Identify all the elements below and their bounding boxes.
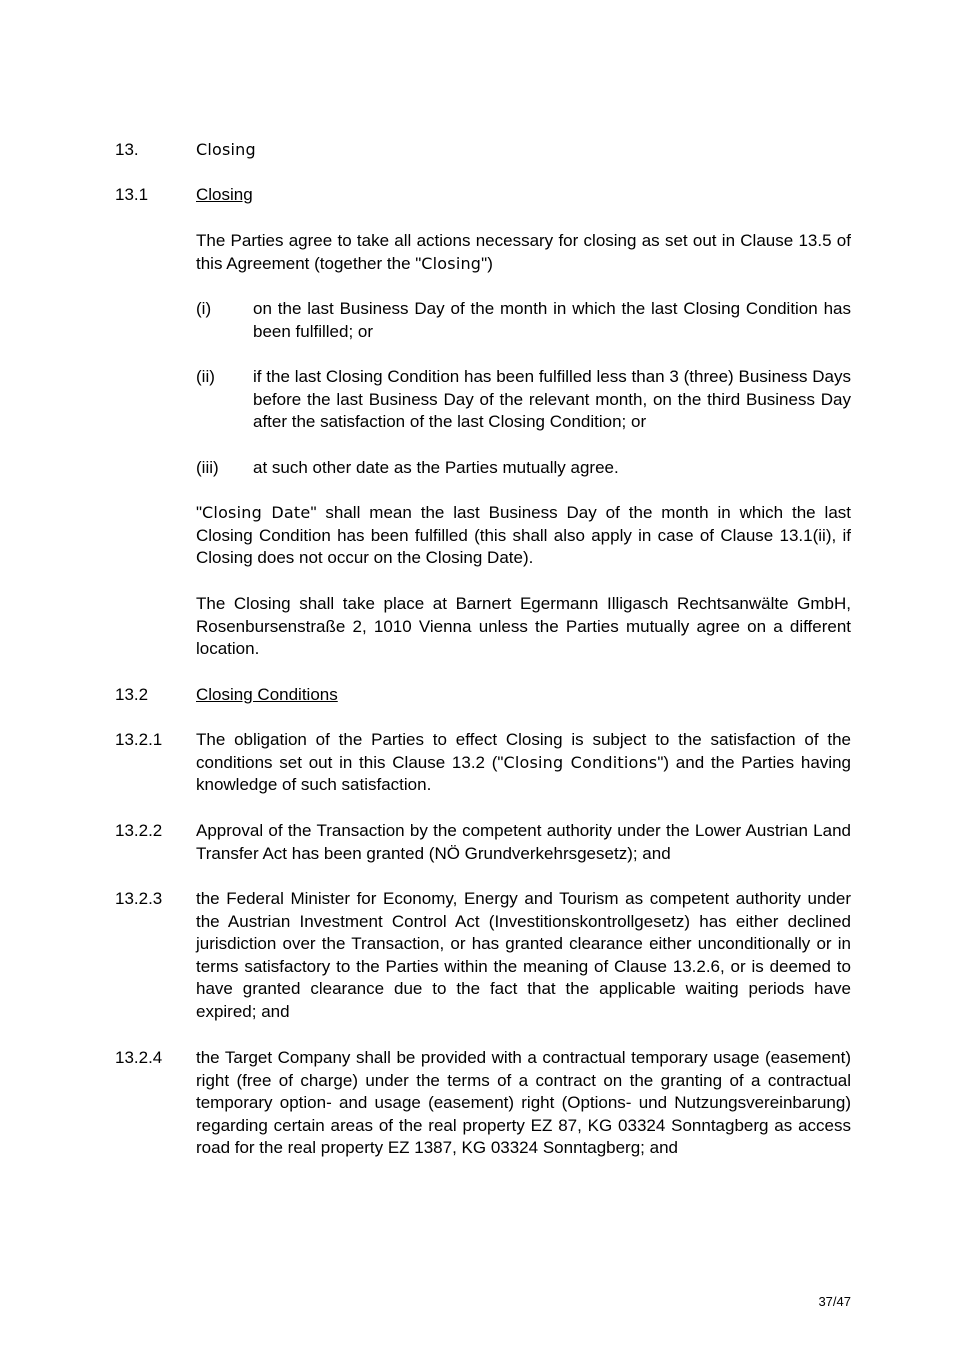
page-number: 37/47 xyxy=(818,1294,851,1309)
list-item-text: at such other date as the Parties mutually agree. xyxy=(253,458,619,477)
clause-13-2-1-number: 13.2.1 xyxy=(115,730,163,749)
clause-13-1-number: 13.1 xyxy=(115,185,149,204)
defined-term-closing-date: Closing Date xyxy=(202,503,311,522)
clause-13-2-2-number: 13.2.2 xyxy=(115,821,163,840)
list-item-label: (i) xyxy=(196,299,212,318)
defined-term-closing-conditions: Closing Conditions xyxy=(503,752,658,772)
section-number: 13. xyxy=(115,140,139,159)
clause-13-2-3-number: 13.2.3 xyxy=(115,889,163,908)
list-item-text: on the last Business Day of the month in which the last Closing Condition has been fulfilled; or xyxy=(253,299,851,341)
list-item-label: (ii) xyxy=(196,367,215,386)
clause-13-2-title: Closing Conditions xyxy=(196,685,338,704)
clause-13-2-1-text: The obligation of the Parties to effect Closing is subject to the satisfaction of the conditions set out in this Clause 13.2 ("Closing Conditions") and the Parties having knowledge of such satisfaction. xyxy=(196,730,852,795)
closing-location: The Closing shall take place at Barnert Egermann Illigasch Rechtsanwälte GmbH, Rosenbursenstraße 2, 1010 Vienna unless the Parties mutually agree on a different location. xyxy=(196,594,851,659)
clause-13-2-number: 13.2 xyxy=(115,685,149,704)
closing-date-definition: "Closing Date" shall mean the last Business Day of the month in which the last Closing Condition has been fulfilled (this shall also apply in case of Clause 13.1(ii), if Closing does not occur on the Closing Date). xyxy=(196,503,851,568)
defined-term-closing: Closing xyxy=(421,253,482,273)
clause-13-1-intro: The Parties agree to take all actions necessary for closing as set out in Clause 13.5 of this Agreement (together the "Closing") xyxy=(196,231,851,273)
clause-13-1-title: Closing xyxy=(196,185,253,204)
list-item-text: if the last Closing Condition has been fulfilled less than 3 (three) Business Days before the last Business Day of the relevant month, on the third Business Day after the satisfaction of the last Closing Condition; or xyxy=(253,367,851,432)
clause-13-2-4-number: 13.2.4 xyxy=(115,1048,163,1067)
clause-13-2-4-text: the Target Company shall be provided with a contractual temporary usage (easement) right (free of charge) under the terms of a contract on the granting of a contractual temporary option- and usage (easement) right (Options- und Nutzungsvereinbarung) regarding certain areas of the real property EZ 87, KG 03324 Sonntagberg as access road for the real property EZ 1387, KG 03324 Sonntagberg; and xyxy=(196,1048,851,1158)
clause-13-2-3-text: the Federal Minister for Economy, Energy and Tourism as competent authority under the Austrian Investment Control Act (Investitionskontrollgesetz) has either declined jurisdiction over the Transaction, or has granted clearance either unconditionally or in terms satisfactory to the Parties within the meaning of Clause 13.2.6, or is deemed to have granted clearance due to the fact that the applicable waiting periods have expired; and xyxy=(196,889,851,1021)
list-item-label: (iii) xyxy=(196,458,219,477)
clause-13-2-2-text: Approval of the Transaction by the competent authority under the Lower Austrian Land Transfer Act has been granted (NÖ Grundverkehrsgesetz); and xyxy=(196,821,851,863)
section-title: Closing xyxy=(196,140,256,159)
